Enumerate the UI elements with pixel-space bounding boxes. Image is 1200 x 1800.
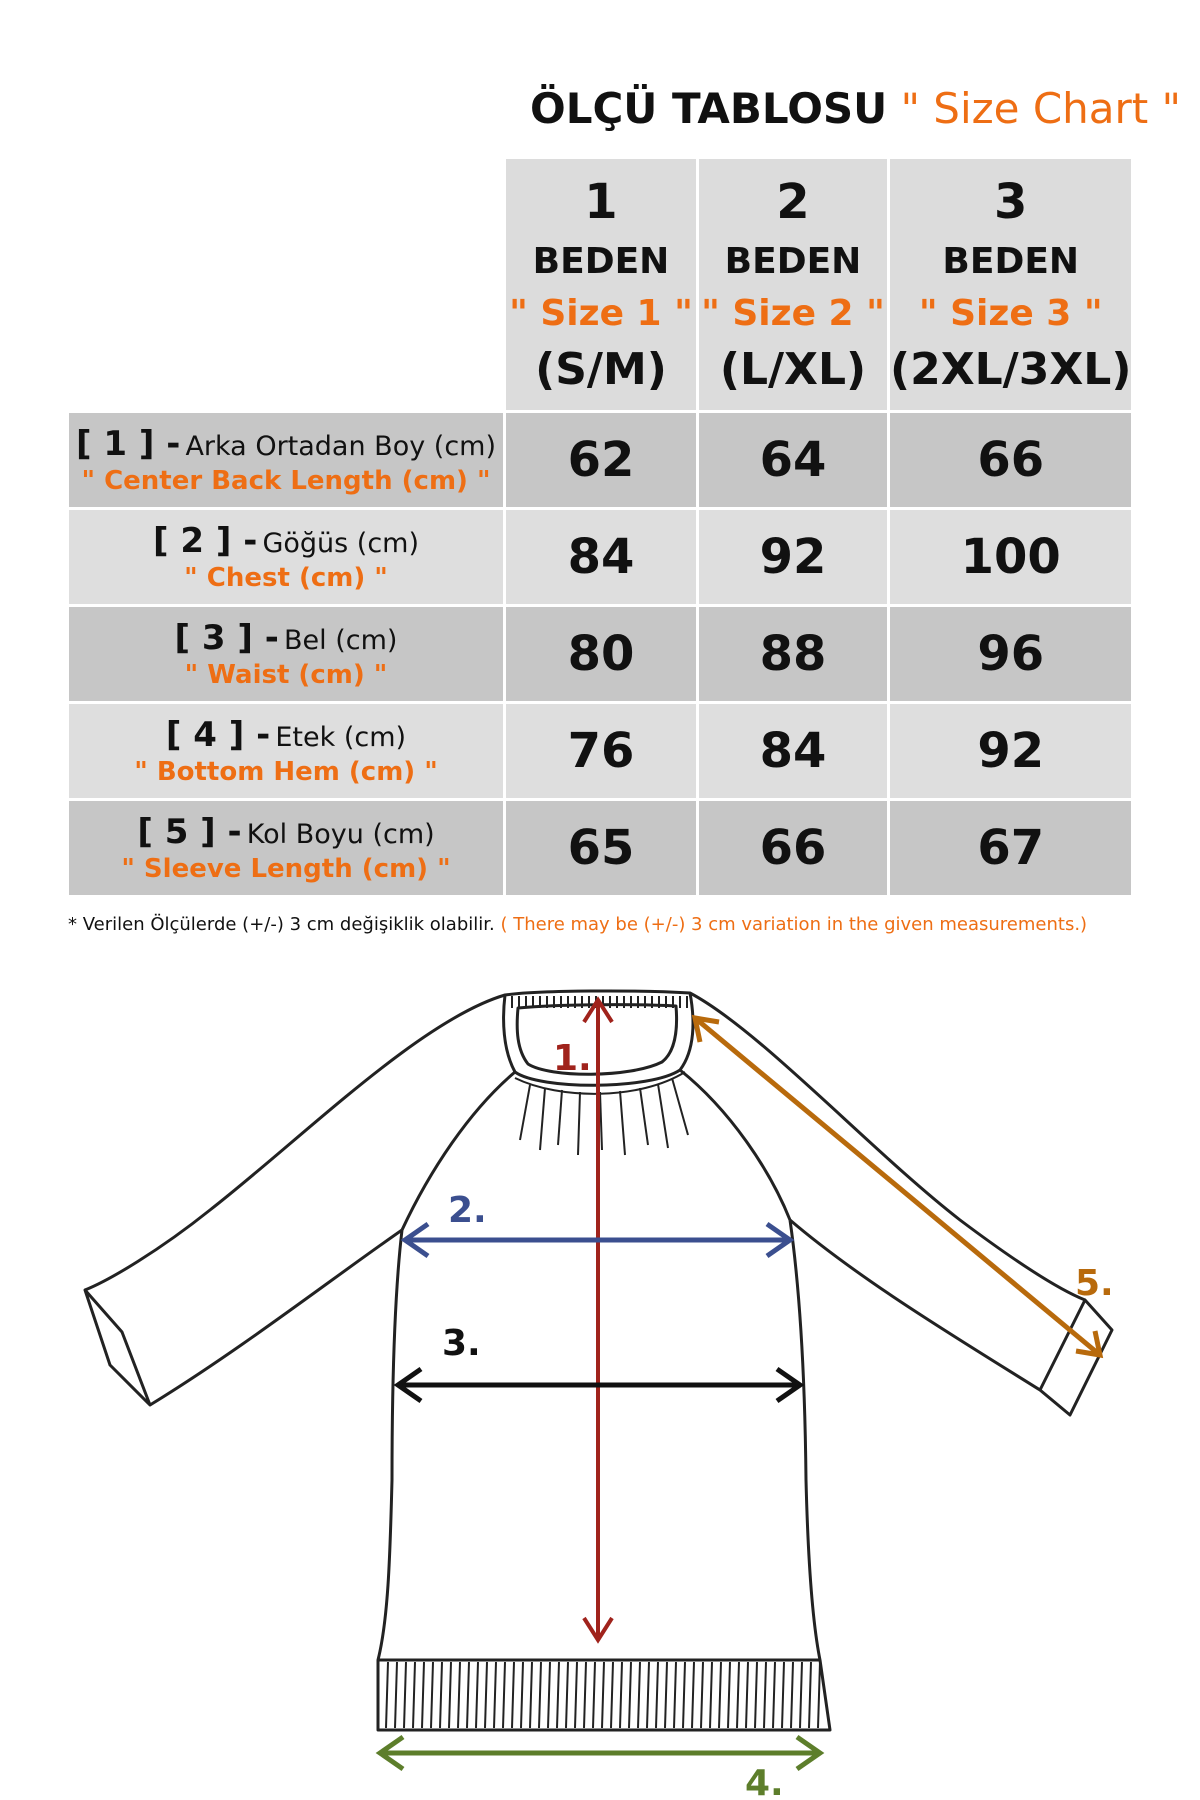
measurement-label <box>69 510 503 604</box>
chart-title <box>530 84 1181 133</box>
size-label: " Size 2 " <box>701 292 885 334</box>
measurement-name-english: " Waist (cm) " <box>184 660 388 690</box>
measurement-name: Etek (cm) <box>275 721 407 753</box>
size-column-2 <box>699 159 887 410</box>
measurement-value: 66 <box>890 413 1131 507</box>
header-empty-cell <box>69 159 503 410</box>
size-number: 3 <box>994 173 1028 230</box>
measurement-value: 80 <box>506 607 696 701</box>
measurement-label <box>69 704 503 798</box>
size-code: (S/M) <box>535 343 667 395</box>
measurement-value: 62 <box>506 413 696 507</box>
measurement-value: 67 <box>890 801 1131 895</box>
size-number: 2 <box>776 173 810 230</box>
measurement-number: [ 4 ] - <box>165 714 271 755</box>
measurement-name-english: " Sleeve Length (cm) " <box>121 854 451 884</box>
measurement-value: 96 <box>890 607 1131 701</box>
measure-label: 2. <box>448 1190 487 1231</box>
measurement-label <box>69 607 503 701</box>
measurement-value: 84 <box>699 704 887 798</box>
size-column-3 <box>890 159 1131 410</box>
measurement-value: 88 <box>699 607 887 701</box>
measurement-value: 100 <box>890 510 1131 604</box>
title-english: " Size Chart " <box>900 84 1181 133</box>
table-row <box>69 704 1131 798</box>
measurement-name: Kol Boyu (cm) <box>246 818 435 850</box>
size-label: " Size 3 " <box>918 292 1103 334</box>
size-table <box>66 156 1134 898</box>
tolerance-note <box>68 914 1168 935</box>
measure-label: 5. <box>1075 1263 1114 1304</box>
table-row <box>69 413 1131 507</box>
measurement-value: 76 <box>506 704 696 798</box>
table-row <box>69 510 1131 604</box>
measure-label: 1. <box>553 1038 592 1079</box>
note-turkish: * Verilen Ölçülerde (+/-) 3 cm değişiklik olabilir. <box>68 914 495 935</box>
measurement-name-english: " Center Back Length (cm) " <box>81 466 491 496</box>
measurement-value: 64 <box>699 413 887 507</box>
measurement-value: 84 <box>506 510 696 604</box>
measurement-number: [ 5 ] - <box>137 811 242 852</box>
size-number: 1 <box>584 173 618 230</box>
measurement-value: 66 <box>699 801 887 895</box>
measurement-value: 92 <box>890 704 1131 798</box>
measurement-value: 65 <box>506 801 696 895</box>
size-code: (L/XL) <box>719 343 867 395</box>
measurement-number: [ 3 ] - <box>174 617 279 658</box>
measurement-name-english: " Bottom Hem (cm) " <box>134 757 438 787</box>
beden-label: BEDEN <box>942 240 1080 282</box>
size-code: (2XL/3XL) <box>890 343 1132 395</box>
sweater-measurement-diagram <box>0 960 1200 1800</box>
measurement-number: [ 1 ] - <box>76 423 181 464</box>
measurement-name: Göğüs (cm) <box>262 527 419 559</box>
measurement-name: Arka Ortadan Boy (cm) <box>185 430 496 462</box>
table-row <box>69 607 1131 701</box>
measurement-name: Bel (cm) <box>284 624 398 656</box>
measurement-value: 92 <box>699 510 887 604</box>
measurement-number: [ 2 ] - <box>152 520 258 561</box>
note-english: ( There may be (+/-) 3 cm variation in the given measurements.) <box>500 914 1088 935</box>
measurement-label <box>69 413 503 507</box>
size-table-header <box>69 159 1131 410</box>
beden-label: BEDEN <box>532 240 670 282</box>
beden-label: BEDEN <box>724 240 862 282</box>
measure-hem-arrow <box>380 1737 820 1800</box>
title-turkish: ÖLÇÜ TABLOSU <box>530 84 888 133</box>
measure-label: 3. <box>442 1323 481 1364</box>
size-column-1 <box>506 159 696 410</box>
table-row <box>69 801 1131 895</box>
measurement-label <box>69 801 503 895</box>
size-label: " Size 1 " <box>509 292 693 334</box>
measure-label: 4. <box>745 1763 784 1800</box>
measurement-name-english: " Chest (cm) " <box>184 563 388 593</box>
